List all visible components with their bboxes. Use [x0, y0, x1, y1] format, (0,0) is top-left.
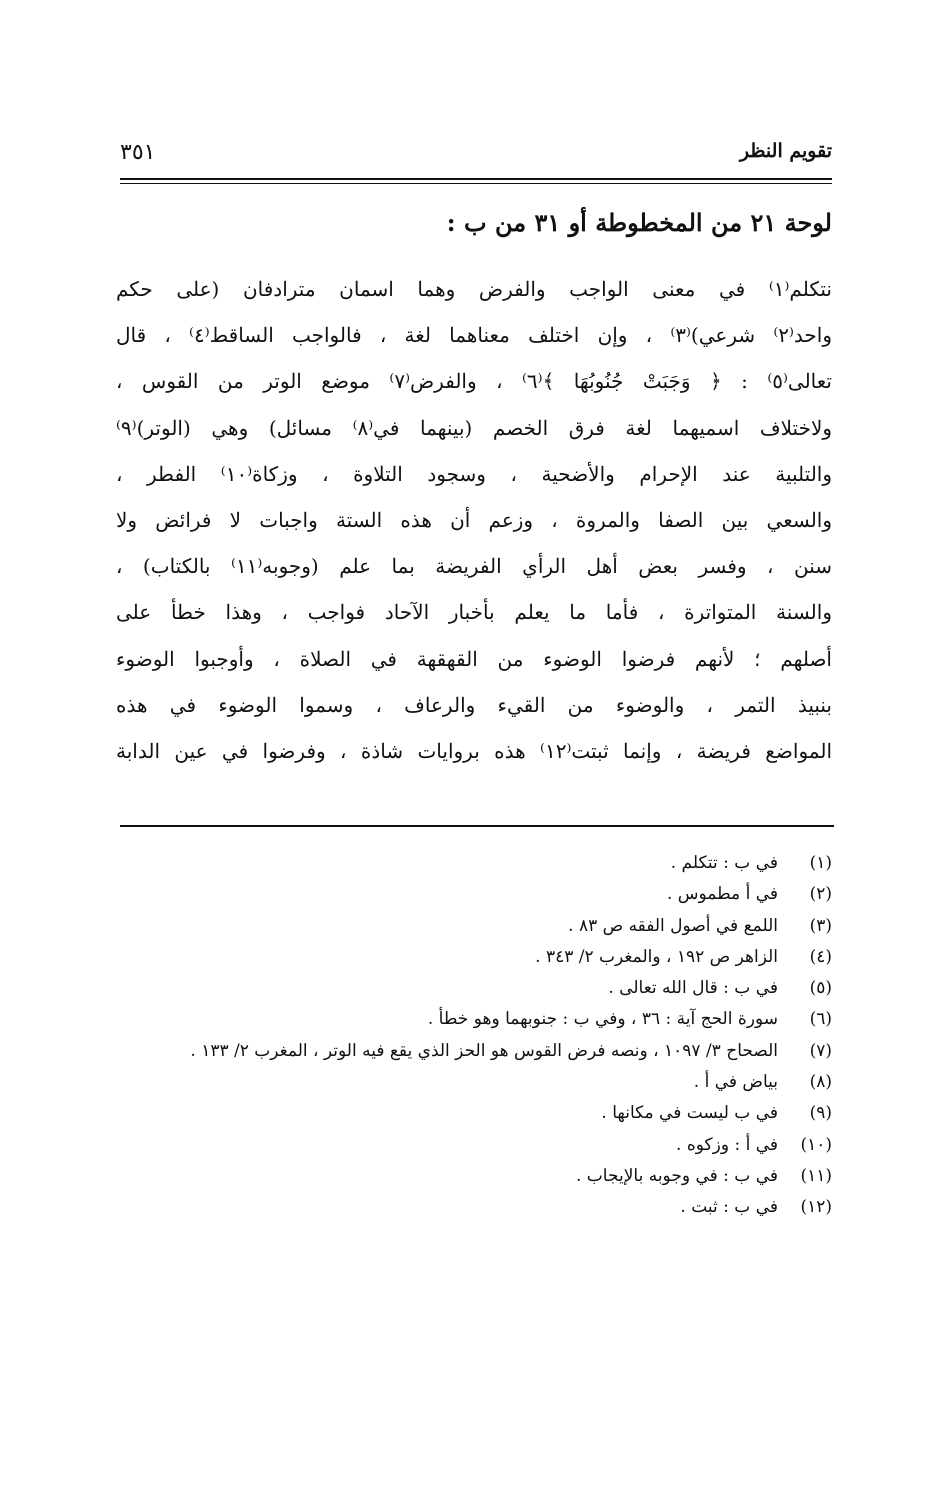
footnotes: [116, 848, 832, 1224]
page-header: [120, 140, 832, 180]
footnote-number: (١٠): [800, 1134, 832, 1155]
body-line: والسعي بين الصفا والمروة ، وزعم أن هذه الستة واجبات لا فرائض ولا: [116, 507, 832, 532]
footnote: [116, 911, 832, 942]
footnote-text: سورة الحج آية : ٣٦ ، وفي ب : جنوبهما وهو خطأ .: [427, 1009, 778, 1030]
footnote: [116, 1067, 832, 1098]
footnote: [116, 973, 832, 1004]
footnote: [116, 1161, 832, 1192]
body-line: ولاختلاف اسميهما لغة فرق الخصم (بينهما في⁽٨⁾ مسائل) وهي (الوتر)⁽٩⁾: [116, 415, 832, 440]
footnote-rule: [120, 825, 834, 827]
body-line: بنبيذ التمر ، والوضوء من القيء والرعاف ، وسموا الوضوء في هذه: [116, 692, 832, 717]
footnote-number: (٧): [809, 1040, 832, 1061]
footnote-number: (١١): [800, 1165, 832, 1186]
page-number: ٣٥١: [120, 140, 156, 165]
body-line: واحد⁽٢⁾ شرعي)⁽٣⁾ ، وإن اختلف معناهما لغة ، فالواجب الساقط⁽٤⁾ ، قال: [116, 323, 832, 348]
footnote-text: في ب : في وجوبه بالإيجاب .: [576, 1165, 778, 1186]
footnote-number: (١٢): [800, 1197, 832, 1218]
footnote-text: في أ : وزكوه .: [676, 1134, 778, 1155]
footnote: [116, 1192, 832, 1223]
header-rule-thin: [120, 183, 832, 184]
footnote-text: في ب ليست في مكانها .: [601, 1103, 778, 1124]
footnote-number: (٢): [809, 884, 832, 905]
body-text: [116, 266, 832, 826]
footnote-number: (٤): [809, 946, 832, 967]
footnote: [116, 879, 832, 910]
footnote-number: (٣): [809, 915, 832, 936]
running-title: تقويم النظر: [739, 140, 832, 162]
footnote: [116, 1004, 832, 1035]
footnote: [116, 848, 832, 879]
footnote-number: (٨): [809, 1072, 832, 1093]
footnote: [116, 1036, 832, 1067]
footnote-text: في ب : ثبت .: [680, 1197, 778, 1218]
footnote-number: (٥): [809, 978, 832, 999]
section-heading: لوحة ٢١ من المخطوطة أو ٣١ من ب :: [446, 208, 832, 237]
footnote-text: بياض في أ .: [693, 1072, 778, 1093]
footnote: [116, 1130, 832, 1161]
footnote-text: الصحاح ٣/ ١٠٩٧ ، ونصه فرض القوس هو الحز الذي يقع فيه الوتر ، المغرب ٢/ ١٣٣ .: [190, 1040, 778, 1061]
footnote: [116, 1098, 832, 1129]
footnote: [116, 942, 832, 973]
body-line: والسنة المتواترة ، فأما ما يعلم بأخبار الآحاد فواجب ، وهذا خطأ على: [116, 600, 832, 625]
body-line: أصلهم ؛ لأنهم فرضوا الوضوء من القهقهة في الصلاة ، وأوجبوا الوضوء: [116, 646, 832, 671]
footnote-text: في ب : تتكلم .: [670, 853, 778, 873]
footnote-text: اللمع في أصول الفقه ص ٨٣ .: [568, 915, 778, 936]
footnote-number: (١): [809, 853, 832, 873]
body-line: سنن ، وفسر بعض أهل الرأي الفريضة بما علم (وجوبه⁽١١⁾ بالكتاب) ،: [116, 554, 832, 579]
footnote-text: الزاهر ص ١٩٢ ، والمغرب ٢/ ٣٤٣ .: [535, 946, 778, 967]
body-line: المواضع فريضة ، وإنما ثبتت⁽١٢⁾ هذه بروايات شاذة ، وفرضوا في عين الدابة: [116, 738, 832, 763]
footnote-text: في ب : قال الله تعالى .: [608, 978, 778, 999]
body-line: والتلبية عند الإحرام والأضحية ، وسجود التلاوة ، وزكاة⁽١٠⁾ الفطر ،: [116, 461, 832, 486]
body-line: نتكلم⁽١⁾ في معنى الواجب والفرض وهما اسمان مترادفان (على حكم: [116, 277, 832, 301]
footnote-number: (٩): [809, 1103, 832, 1124]
footnote-number: (٦): [809, 1009, 832, 1030]
header-rule-thick: [120, 178, 832, 180]
footnote-text: في أ مطموس .: [666, 884, 778, 905]
body-line: تعالى⁽٥⁾ : ﴿ وَجَبَتْ جُنُوبُهَا ﴾⁽٦⁾ ، والفرض⁽٧⁾ موضع الوتر من القوس ،: [116, 369, 832, 394]
